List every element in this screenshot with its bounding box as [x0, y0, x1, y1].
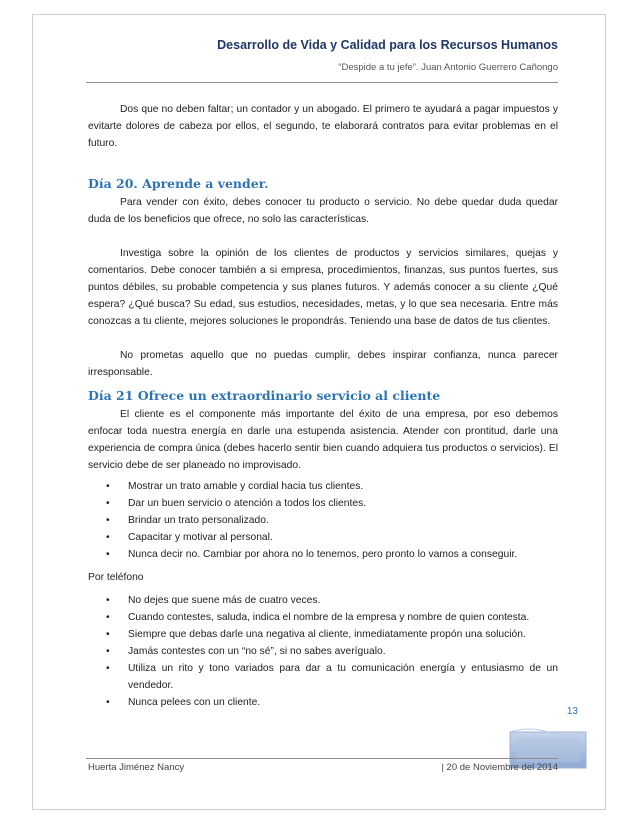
- day20-paragraph-2: Investiga sobre la opinión de los clientes de productos y servicios similares, quejas y comentarios. Debe conocer también a si empresa, procedimientos, finanzas, sus puntos fuertes, sus puntos débiles, su probable competencia y sus planes futuros. Y además conocer a su cliente ¿Qué espera? ¿Qué busca? Su edad, sus estudios, necesidades, metas, y lo que sea necesaria. Entre más conozcas a tu cliente, mejores soluciones le propondrás. Teniendo una base de datos de tus clientes.: [88, 248, 558, 327]
- footer-date: | 20 de Noviembre del 2014: [441, 762, 558, 773]
- list-item: • Nunca pelees con un cliente.: [128, 694, 558, 711]
- bullet-icon: •: [106, 498, 110, 509]
- list-item: • Mostrar un trato amable y cordial hacia tus clientes.: [128, 478, 558, 495]
- day21-heading: Día 21 Ofrece un extraordinario servicio al cliente: [88, 388, 441, 403]
- list-item: • Brindar un trato personalizado.: [128, 512, 558, 529]
- service-bullet-list: [88, 478, 558, 563]
- bullet-icon: •: [106, 646, 110, 657]
- bullet-icon: •: [106, 515, 110, 526]
- bullet-icon: •: [106, 481, 110, 492]
- day20-paragraph-1: Para vender con éxito, debes conocer tu producto o servicio. No debe quedar duda quedar duda de los beneficios que ofrece, no solo las características.: [88, 197, 558, 225]
- bullet-icon: •: [106, 629, 110, 640]
- page-number: 13: [566, 706, 578, 717]
- day20-paragraph-3: No prometas aquello que no puedas cumplir, debes inspirar confianza, nunca parecer irresponsable.: [88, 350, 558, 378]
- day20-heading: Día 20. Aprende a vender.: [88, 176, 269, 191]
- list-item: • Nunca decir no. Cambiar por ahora no lo tenemos, pero pronto lo vamos a conseguir.: [128, 546, 558, 563]
- intro-paragraph: Dos que no deben faltar; un contador y un abogado. El primero te ayudará a pagar impuestos y evitarte dolores de cabeza por ellos, el segundo, te elaborará contratos para evitar problemas en el futuro.: [88, 104, 558, 149]
- phone-label: Por teléfono: [88, 572, 144, 583]
- list-item: • No dejes que suene más de cuatro veces.: [128, 592, 558, 609]
- bullet-icon: •: [106, 697, 110, 708]
- list-item: • Siempre que debas darle una negativa al cliente, inmediatamente propón una solución.: [128, 626, 558, 643]
- phone-bullet-list: [88, 592, 558, 711]
- header-title: Desarrollo de Vida y Calidad para los Recursos Humanos: [217, 38, 558, 52]
- bullet-icon: •: [106, 549, 110, 560]
- list-item: • Dar un buen servicio o atención a todos los clientes.: [128, 495, 558, 512]
- day21-paragraph-1: El cliente es el componente más importante del éxito de una empresa, por eso debemos enfocar toda nuestra energía en darle una estupenda asistencia. Atender con prontitud, darle una experiencia de compra única (debes hacerlo sentir bien cuando adquiera tus productos o servicios). El servicio debe de ser planeado no improvisado.: [88, 409, 558, 471]
- footer-rule: [86, 758, 558, 759]
- list-item: • Capacitar y motivar al personal.: [128, 529, 558, 546]
- bullet-icon: •: [106, 663, 110, 674]
- document-body: [88, 101, 558, 715]
- list-item: • Cuando contestes, saluda, indica el nombre de la empresa y nombre de quien contesta.: [128, 609, 558, 626]
- bullet-icon: •: [106, 612, 110, 623]
- bullet-icon: •: [106, 595, 110, 606]
- header-rule: [86, 82, 558, 83]
- bullet-icon: •: [106, 532, 110, 543]
- list-item: • Jamás contestes con un “no sé”, si no sabes averígualo.: [128, 643, 558, 660]
- header-subtitle: “Despide a tu jefe”. Juan Antonio Guerrero Cañongo: [338, 62, 558, 73]
- list-item: • Utiliza un rito y tono variados para dar a tu comunicación energía y entusiasmo de un vendedor.: [128, 660, 558, 694]
- footer-author: Huerta Jiménez Nancy: [88, 762, 185, 773]
